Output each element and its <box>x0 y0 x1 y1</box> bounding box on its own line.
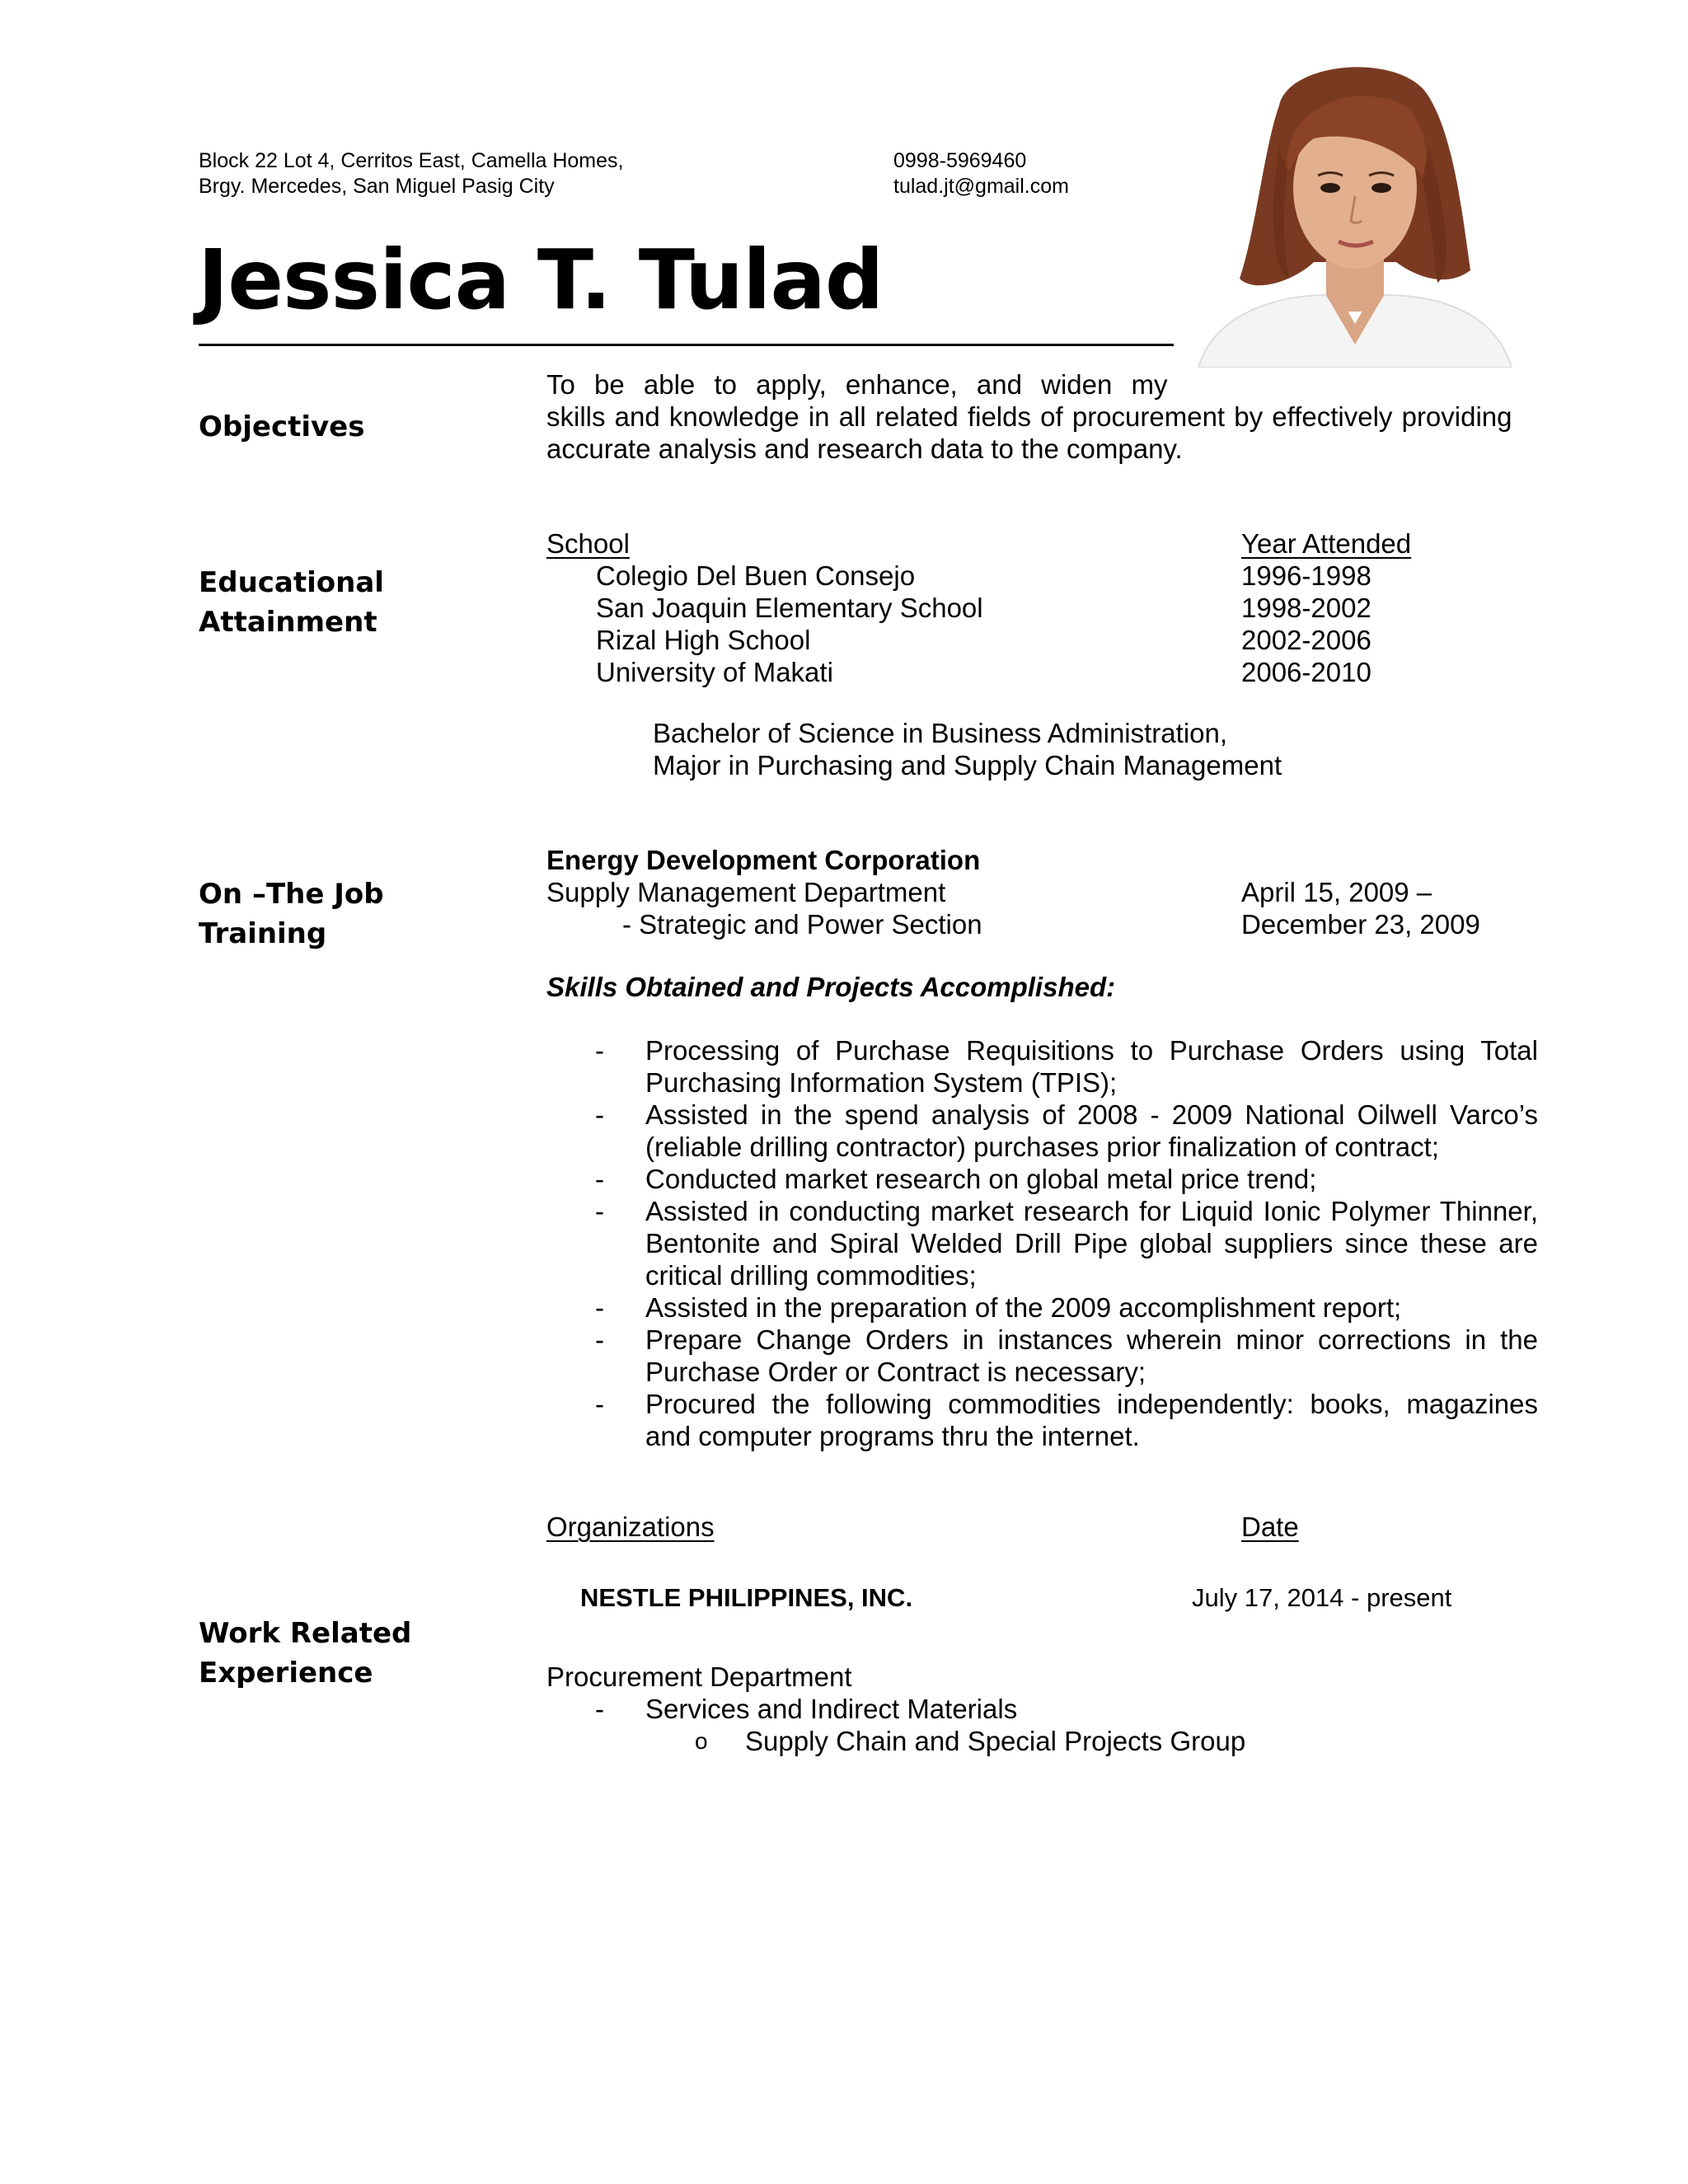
objectives-text <box>546 368 1512 465</box>
email-address: tulad.jt@gmail.com <box>893 175 1069 198</box>
school-name: University of Makati <box>596 657 833 687</box>
year-attended: 2006-2010 <box>1241 657 1372 687</box>
objectives-line-1: To be able to apply, enhance, and widen my <box>546 369 1168 400</box>
phone-number: 0998-5969460 <box>893 149 1027 172</box>
work-sub-item: Services and Indirect Materials <box>645 1694 1018 1724</box>
list-item-text: Assisted in conducting market research for Liquid Ionic Polymer Thinner, Bentonite and Spiral Welded Drill Pipe global suppliers since these are critical drilling commodities; <box>645 1196 1538 1291</box>
contact-info <box>893 148 1069 199</box>
list-item <box>546 1291 1538 1324</box>
portrait-image <box>1190 48 1517 368</box>
work-department: Procurement Department <box>546 1661 852 1692</box>
year-list <box>1241 560 1372 688</box>
ojt-date-from: April 15, 2009 – <box>1241 877 1432 907</box>
ojt-company: Energy Development Corporation <box>546 845 981 875</box>
date-column-header: Date <box>1241 1511 1299 1542</box>
work-date: July 17, 2014 - present <box>1192 1583 1452 1612</box>
ojt-heading-line-2: Training <box>199 917 327 950</box>
education-heading <box>199 563 384 642</box>
work-sub-marker: - <box>595 1694 604 1724</box>
profile-photo <box>1190 48 1517 368</box>
work-heading-line-1: Work Related <box>199 1617 412 1650</box>
list-item-text: Procured the following commodities independently: books, magazines and computer programs thru the internet. <box>645 1389 1538 1451</box>
list-item <box>546 1099 1538 1163</box>
objectives-line-2: skills and knowledge in all related fields of procurement by effectively providing <box>546 401 1512 432</box>
bullet-dash: - <box>595 1389 604 1419</box>
objectives-heading: Objectives <box>199 410 365 443</box>
bullet-dash: - <box>595 1292 604 1323</box>
skills-heading: Skills Obtained and Projects Accomplished: <box>546 972 1116 1002</box>
school-list <box>596 560 983 688</box>
skills-list <box>546 1034 1538 1452</box>
work-company: NESTLE PHILIPPINES, INC. <box>580 1583 913 1612</box>
ojt-date-to: December 23, 2009 <box>1241 909 1480 940</box>
address-line-1: Block 22 Lot 4, Cerritos East, Camella Homes, <box>199 149 624 172</box>
education-heading-line-2: Attainment <box>199 606 377 639</box>
degree-line-1: Bachelor of Science in Business Administration, <box>653 718 1228 748</box>
page-title: Jessica T. Tulad <box>198 232 884 328</box>
education-heading-line-1: Educational <box>199 566 384 599</box>
bullet-dash: - <box>595 1324 604 1355</box>
list-item-text: Assisted in the spend analysis of 2008 - 2009 National Oilwell Varco’s (reliable drilling contractor) purchases prior finalization of contract; <box>645 1099 1538 1162</box>
list-item <box>546 1324 1538 1388</box>
list-item <box>546 1388 1538 1452</box>
ojt-department: Supply Management Department <box>546 877 946 907</box>
ojt-heading <box>199 874 384 954</box>
work-heading <box>199 1614 411 1693</box>
list-item-text: Processing of Purchase Requisitions to Purchase Orders using Total Purchasing Information System (TPIS); <box>645 1035 1538 1098</box>
list-item-text: Prepare Change Orders in instances wherein minor corrections in the Purchase Order or Contract is necessary; <box>645 1324 1538 1387</box>
school-name: Rizal High School <box>596 625 811 655</box>
year-attended: 1998-2002 <box>1241 593 1372 623</box>
bullet-dash: - <box>595 1196 604 1226</box>
circle-bullet-icon: o <box>695 1728 708 1754</box>
title-divider <box>199 344 1174 346</box>
school-column-header: School <box>546 528 630 559</box>
organizations-column-header: Organizations <box>546 1511 715 1542</box>
address-line-2: Brgy. Mercedes, San Miguel Pasig City <box>199 175 555 198</box>
address <box>199 148 623 199</box>
list-item-text: Assisted in the preparation of the 2009 accomplishment report; <box>645 1292 1402 1323</box>
list-item <box>546 1034 1538 1099</box>
list-item <box>546 1163 1538 1195</box>
bullet-dash: - <box>595 1035 604 1066</box>
degree-line-2: Major in Purchasing and Supply Chain Management <box>653 750 1282 780</box>
ojt-dates <box>1241 876 1480 940</box>
ojt-section: - Strategic and Power Section <box>622 909 982 940</box>
year-column-header: Year Attended <box>1241 528 1412 559</box>
degree <box>653 717 1282 781</box>
school-name: San Joaquin Elementary School <box>596 593 983 623</box>
work-heading-line-2: Experience <box>199 1657 373 1690</box>
year-attended: 2002-2006 <box>1241 625 1372 655</box>
objectives-line-3: accurate analysis and research data to the company. <box>546 434 1183 464</box>
work-subsub-item: Supply Chain and Special Projects Group <box>745 1726 1246 1756</box>
school-name: Colegio Del Buen Consejo <box>596 560 916 591</box>
bullet-dash: - <box>595 1164 604 1194</box>
list-item <box>546 1195 1538 1291</box>
bullet-dash: - <box>595 1099 604 1130</box>
ojt-heading-line-1: On –The Job <box>199 878 384 911</box>
year-attended: 1996-1998 <box>1241 560 1372 591</box>
list-item-text: Conducted market research on global metal price trend; <box>645 1164 1317 1194</box>
